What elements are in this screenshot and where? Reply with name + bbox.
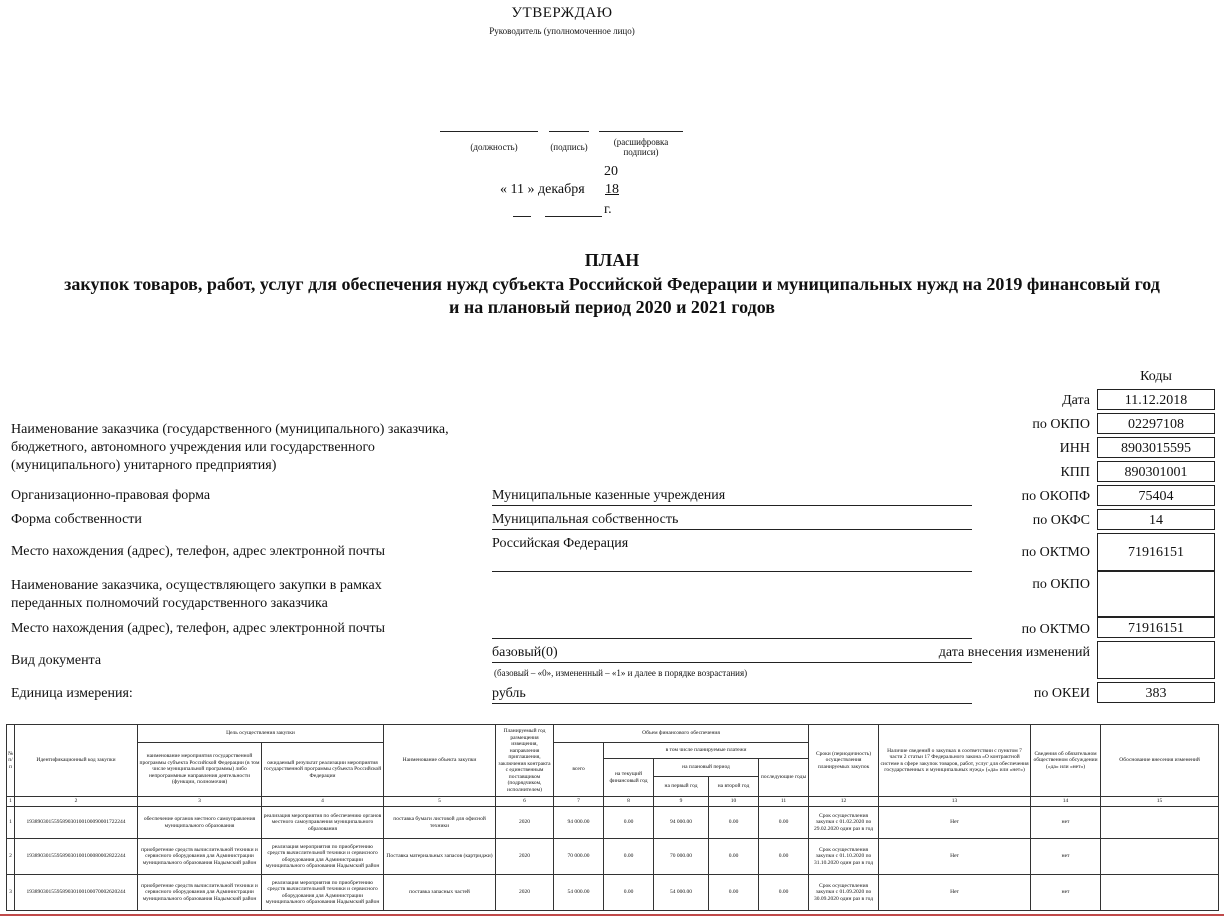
okopf-box: 75404 [1097,485,1215,506]
unit-label: Единица измерения: [11,686,133,701]
date-underline [545,216,602,217]
row-year: 2020 [496,807,554,839]
address2-value [492,620,972,639]
row-info: Нет [879,807,1031,839]
row-current: 0.00 [604,839,654,875]
header-goal-result: ожидаемый результат реализации мероприятия государственной программы субъекта Российской Федерации [262,743,384,797]
row-event: приобретение средств вычислительной техники и сервисного оборудования для Администрации муниципального образования Надымский район [138,839,262,875]
header-ikz: Идентификационный код закупки [15,725,138,797]
col-number: 7 [554,797,604,807]
doc-type-value: базовый(0) [492,644,972,663]
okopf-label: по ОКОПФ [1021,489,1090,504]
header-discussion: Сведения об обязательном общественном обсуждении («да» или «нет») [1031,725,1101,797]
col-number: 12 [809,797,879,807]
row-first: 94 000.00 [654,807,709,839]
table-row [7,839,1219,875]
row-first: 70 000.00 [654,839,709,875]
row-result: реализация мероприятия по приобретению средств вычислительной техники и сервисного оборудования для Администрации муниципального образования Надымский район [262,839,384,875]
col-number: 6 [496,797,554,807]
row-discussion: нет [1031,839,1101,875]
subtitle-line-2: и на плановый период 2020 и 2021 годов [448,297,776,317]
header-first: на первый год [654,777,709,797]
col-number: 9 [654,797,709,807]
address-value: Российская Федерация [492,535,972,572]
header-goal: Цель осуществления закупки [138,725,384,743]
row-object: поставка бумаги листовой для офисной техники [384,807,496,839]
row-num: 2 [7,839,15,875]
okpo-label: по ОКПО [1032,417,1090,432]
col-number: 1 [7,797,15,807]
page-edge-line [0,914,1224,916]
table-row [7,875,1219,911]
row-num: 1 [7,807,15,839]
row-info: Нет [879,875,1031,911]
col-number: 15 [1101,797,1219,807]
row-next: 0.00 [759,839,809,875]
address-label: Место нахождения (адрес), телефон, адрес электронной почты [11,544,386,559]
row-second: 0.00 [709,807,759,839]
address2-label: Место нахождения (адрес), телефон, адрес электронной почты [11,621,386,636]
kpp-box: 890301001 [1097,461,1215,482]
oktmo2-box: 71916151 [1097,617,1215,638]
oktmo2-label: по ОКТМО [1021,622,1090,637]
header-num: № п/п [7,725,15,797]
col-number: 4 [262,797,384,807]
okpo2-label: по ОКПО [1032,577,1090,592]
ownership-label: Форма собственности [11,512,142,527]
row-total: 70 000.00 [554,839,604,875]
date-code-box: 11.12.2018 [1097,389,1215,410]
header-info: Наличие сведений о закупках в соответствии с пунктом 7 части 2 статьи 17 Федерального закона «О контрактной системе в сфере закупок товаров, работ, услуг для обеспечения государственных и муниципальных нужд» («да» или «нет») [879,725,1031,797]
col-number: 14 [1031,797,1101,807]
date-suffix: г. [604,202,612,217]
header-total: всего [554,743,604,797]
okfs-label: по ОКФС [1032,513,1090,528]
row-current: 0.00 [604,875,654,911]
row-result: реализация мероприятия по обеспечению органов местного самоуправления муниципального образования [262,807,384,839]
row-justification [1101,839,1219,875]
col-number: 10 [709,797,759,807]
row-justification [1101,875,1219,911]
delegated-customer-label: Наименование заказчика, осуществляющего закупки в рамках переданных полномочий государственного заказчика [11,578,382,611]
row-first: 54 000.00 [654,875,709,911]
oktmo-label: по ОКТМО [1021,545,1090,560]
row-discussion: нет [1031,807,1101,839]
date-year: 18 [605,182,619,197]
codes-header: Коды [1140,369,1172,384]
header-justification: Обоснование внесения изменений [1101,725,1219,797]
col-number: 11 [759,797,809,807]
position-line [440,131,538,132]
okei-box: 383 [1097,682,1215,703]
date-underline [513,216,531,217]
row-event: приобретение средств вычислительной техники и сервисного оборудования для Администрации муниципального образования Надымский район [138,875,262,911]
row-result: реализация мероприятия по приобретению средств вычислительной техники и сервисного оборудования для Администрации муниципального образования Надымский район [262,875,384,911]
decode-line [599,131,683,132]
date-century: 20 [604,164,618,179]
signature-line [549,131,589,132]
row-object: Поставка материальных запасов (картриджи) [384,839,496,875]
approval-title: УТВЕРЖДАЮ [511,5,613,21]
header-second: на второй год [709,777,759,797]
header-term: Сроки (периодичность) осуществления планируемых закупок [809,725,879,797]
ownership-value: Муниципальная собственность [492,511,972,530]
row-year: 2020 [496,839,554,875]
page-title: ПЛАН [584,250,640,270]
row-term: Срок осуществления закупки с 01.09.2020 по 30.09.2020 один раз в год [809,875,879,911]
okei-label: по ОКЕИ [1033,686,1090,701]
row-second: 0.00 [709,875,759,911]
page-subtitle [12,273,1212,319]
header-incl: в том числе планируемые платежи [604,743,809,759]
change-date-label: дата внесения изменений [938,645,1090,660]
row-current: 0.00 [604,807,654,839]
col-number: 2 [15,797,138,807]
header-goal-event: наименование мероприятия государственной программы субъекта Российской Федерации (в том числе муниципальной программы) либо непрограммные направления деятельности (функции, полномочия) [138,743,262,797]
approval-subtitle: Руководитель (уполномоченное лицо) [489,26,635,36]
table-row [7,807,1219,839]
inn-box: 8903015595 [1097,437,1215,458]
header-object: Наименование объекта закупки [384,725,496,797]
row-term: Срок осуществления закупки с 01.10.2020 по 31.10.2020 один раз в год [809,839,879,875]
row-next: 0.00 [759,875,809,911]
oktmo-box: 71916151 [1097,533,1215,571]
kpp-label: КПП [1060,465,1090,480]
subtitle-line-1: закупок товаров, работ, услуг для обеспечения нужд субъекта Российской Федерации и муниципальных нужд на 2019 финансовый год [64,274,1160,294]
row-total: 54 000.00 [554,875,604,911]
header-year: Планируемый год размещения извещения, направления приглашения, заключения контракта с единственным поставщиком (подрядчиком, исполнителем) [496,725,554,797]
header-volume: Объем финансового обеспечения [554,725,809,743]
col-number: 13 [879,797,1031,807]
header-plan: на плановый период [654,759,759,777]
row-num: 3 [7,875,15,911]
unit-value: рубль [492,685,972,704]
col-number: 3 [138,797,262,807]
row-year: 2020 [496,875,554,911]
decode-label: (расшифровка подписи) [613,137,669,157]
okfs-box: 14 [1097,509,1215,530]
row-justification [1101,807,1219,839]
row-next: 0.00 [759,807,809,839]
col-number: 5 [384,797,496,807]
date-day-month: « 11 » декабря [500,182,585,197]
position-label: (должность) [470,142,518,152]
row-total: 94 000.00 [554,807,604,839]
okpo-box: 02297108 [1097,413,1215,434]
inn-label: ИНН [1059,441,1090,456]
doc-type-label: Вид документа [11,653,102,668]
date-code-label: Дата [1062,393,1090,408]
signature-label: (подпись) [550,142,588,152]
legal-form-value: Муниципальные казенные учреждения [492,487,972,506]
header-current: на текущий финансовый год [604,759,654,797]
row-ikz: 193890301559589030100100070002620244 [15,875,138,911]
row-discussion: нет [1031,875,1101,911]
col-number: 8 [604,797,654,807]
row-event: обеспечение органов местного самоуправления муниципального образования [138,807,262,839]
row-info: Нет [879,839,1031,875]
okpo2-box [1097,571,1215,617]
row-second: 0.00 [709,839,759,875]
procurement-table [6,724,1219,911]
legal-form-label: Организационно-правовая форма [11,488,211,503]
row-ikz: 193890301559589030100100090001722244 [15,807,138,839]
customer-name-label: Наименование заказчика (государственного (муниципального) заказчика, бюджетного, автономного учреждения или государственного (муниципального) унитарного предприятия) [11,422,449,473]
doc-type-hint: (базовый – «0», измененный – «1» и далее в порядке возрастания) [494,668,748,678]
row-term: Срок осуществления закупки с 01.02.2020 по 29.02.2020 один раз в год [809,807,879,839]
column-numbers-row [7,797,1219,807]
header-next: последующие годы [759,759,809,797]
row-ikz: 193890301559589030100100080002822244 [15,839,138,875]
row-object: поставка запасных частей [384,875,496,911]
change-date-box [1097,641,1215,679]
